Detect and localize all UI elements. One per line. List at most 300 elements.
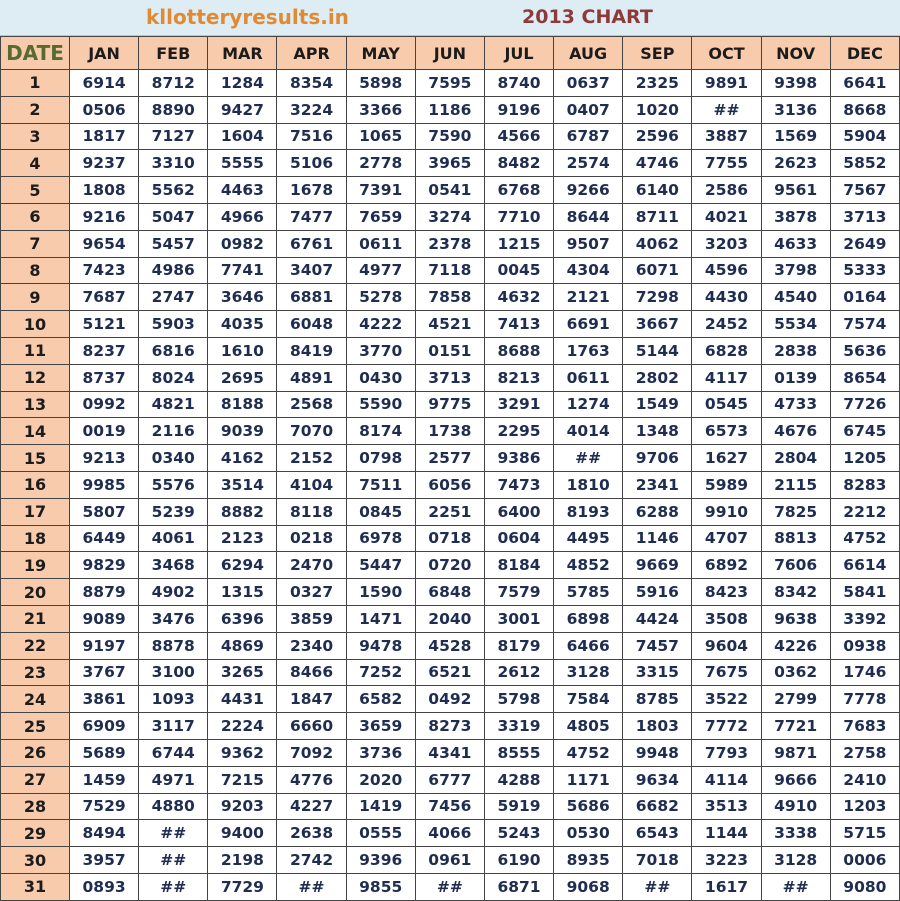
result-cell: 7477 [277, 203, 346, 230]
result-cell: 9089 [70, 605, 139, 632]
result-cell: 2123 [208, 525, 277, 552]
table-row [1, 498, 900, 525]
result-cell: 6048 [277, 311, 346, 338]
result-cell: 6816 [139, 337, 208, 364]
result-cell: 2804 [761, 445, 830, 472]
date-cell: 13 [1, 391, 70, 418]
result-cell: 8419 [277, 337, 346, 364]
result-cell: 1284 [208, 70, 277, 97]
result-cell: 5047 [139, 203, 208, 230]
result-cell: 3128 [554, 659, 623, 686]
chart-title: 2013 CHART [522, 6, 653, 28]
result-cell: 7675 [692, 659, 761, 686]
result-cell: 2747 [139, 284, 208, 311]
result-cell: 1215 [484, 230, 553, 257]
date-cell: 9 [1, 284, 70, 311]
result-cell: 2040 [415, 605, 484, 632]
result-cell: 8740 [484, 70, 553, 97]
result-cell: 5457 [139, 230, 208, 257]
result-cell: 0845 [346, 498, 415, 525]
result-cell: 8213 [484, 364, 553, 391]
result-cell: 6978 [346, 525, 415, 552]
result-cell: 5903 [139, 311, 208, 338]
date-cell: 20 [1, 579, 70, 606]
table-row [1, 96, 900, 123]
table-row [1, 873, 900, 900]
result-cell: 9237 [70, 150, 139, 177]
date-cell: 23 [1, 659, 70, 686]
result-cell: 4521 [415, 311, 484, 338]
result-cell: 0637 [554, 70, 623, 97]
result-cell: 2325 [623, 70, 692, 97]
result-cell: 9478 [346, 632, 415, 659]
result-cell: 4288 [484, 766, 553, 793]
result-cell: 5121 [70, 311, 139, 338]
result-cell: 9891 [692, 70, 761, 97]
result-cell: 3338 [761, 820, 830, 847]
result-cell: 2577 [415, 445, 484, 472]
result-cell: 4852 [554, 552, 623, 579]
date-cell: 25 [1, 713, 70, 740]
table-row [1, 284, 900, 311]
result-cell: 2116 [139, 418, 208, 445]
result-cell: 7741 [208, 257, 277, 284]
result-cell: 8935 [554, 847, 623, 874]
month-header-jan: JAN [70, 37, 139, 70]
result-cell: 4066 [415, 820, 484, 847]
result-cell: 3965 [415, 150, 484, 177]
result-cell: 3203 [692, 230, 761, 257]
result-cell: 1065 [346, 123, 415, 150]
result-cell: 6848 [415, 579, 484, 606]
table-row [1, 203, 900, 230]
result-cell: 6892 [692, 552, 761, 579]
result-cell: 8354 [277, 70, 346, 97]
result-cell: 2638 [277, 820, 346, 847]
result-cell: 0555 [346, 820, 415, 847]
result-cell: 6521 [415, 659, 484, 686]
date-cell: 30 [1, 847, 70, 874]
table-row [1, 445, 900, 472]
result-cell: 5798 [484, 686, 553, 713]
result-cell: 6396 [208, 605, 277, 632]
result-cell: 3223 [692, 847, 761, 874]
result-cell: 6543 [623, 820, 692, 847]
result-cell: 9396 [346, 847, 415, 874]
date-cell: 14 [1, 418, 70, 445]
result-cell: 4805 [554, 713, 623, 740]
result-cell: 8283 [830, 471, 899, 498]
result-cell: 1604 [208, 123, 277, 150]
result-cell: 9266 [554, 177, 623, 204]
result-cell: 9985 [70, 471, 139, 498]
result-cell: 5239 [139, 498, 208, 525]
result-cell: 9507 [554, 230, 623, 257]
result-cell: 0340 [139, 445, 208, 472]
result-cell: 7529 [70, 793, 139, 820]
result-cell: 3476 [139, 605, 208, 632]
result-cell: 9216 [70, 203, 139, 230]
date-cell: 7 [1, 230, 70, 257]
table-row [1, 686, 900, 713]
result-cell: 2152 [277, 445, 346, 472]
result-cell: 4880 [139, 793, 208, 820]
result-cell: 4114 [692, 766, 761, 793]
result-cell: 2695 [208, 364, 277, 391]
result-cell: 2612 [484, 659, 553, 686]
result-cell: 7127 [139, 123, 208, 150]
result-cell: 1627 [692, 445, 761, 472]
result-cell: 4528 [415, 632, 484, 659]
result-cell: 1020 [623, 96, 692, 123]
result-cell: 8737 [70, 364, 139, 391]
month-header-oct: OCT [692, 37, 761, 70]
result-cell: 8668 [830, 96, 899, 123]
table-row [1, 364, 900, 391]
result-cell: 8273 [415, 713, 484, 740]
result-cell: 1808 [70, 177, 139, 204]
result-cell: 4752 [830, 525, 899, 552]
result-cell: 7457 [623, 632, 692, 659]
table-row [1, 793, 900, 820]
table-row [1, 820, 900, 847]
result-cell: 3100 [139, 659, 208, 686]
result-cell: 1803 [623, 713, 692, 740]
result-cell: 0541 [415, 177, 484, 204]
result-cell: 2410 [830, 766, 899, 793]
result-cell: 4424 [623, 605, 692, 632]
result-cell: 5916 [623, 579, 692, 606]
result-cell: 2568 [277, 391, 346, 418]
date-cell: 8 [1, 257, 70, 284]
result-cell: 0164 [830, 284, 899, 311]
result-cell: 6691 [554, 311, 623, 338]
month-header-feb: FEB [139, 37, 208, 70]
result-cell: ## [623, 873, 692, 900]
month-header-jun: JUN [415, 37, 484, 70]
result-cell: 4222 [346, 311, 415, 338]
result-cell: 7070 [277, 418, 346, 445]
result-cell: 9398 [761, 70, 830, 97]
result-cell: 1471 [346, 605, 415, 632]
table-body [1, 70, 900, 901]
result-cell: ## [277, 873, 346, 900]
result-cell: 8179 [484, 632, 553, 659]
result-cell: 3514 [208, 471, 277, 498]
result-cell: 6744 [139, 739, 208, 766]
date-cell: 2 [1, 96, 70, 123]
result-cell: 6071 [623, 257, 692, 284]
result-cell: 0407 [554, 96, 623, 123]
result-cell: 8882 [208, 498, 277, 525]
result-cell: 9080 [830, 873, 899, 900]
result-cell: 4971 [139, 766, 208, 793]
result-cell: 9386 [484, 445, 553, 472]
result-cell: 9197 [70, 632, 139, 659]
table-row [1, 418, 900, 445]
result-cell: 6828 [692, 337, 761, 364]
date-cell: 29 [1, 820, 70, 847]
result-cell: 2742 [277, 847, 346, 874]
result-cell: 7511 [346, 471, 415, 498]
result-cell: 3861 [70, 686, 139, 713]
result-cell: 1348 [623, 418, 692, 445]
result-cell: 9634 [623, 766, 692, 793]
result-cell: 5898 [346, 70, 415, 97]
result-cell: 5590 [346, 391, 415, 418]
result-cell: 9706 [623, 445, 692, 472]
date-cell: 16 [1, 471, 70, 498]
table-row [1, 257, 900, 284]
result-cell: 8555 [484, 739, 553, 766]
result-cell: 6914 [70, 70, 139, 97]
result-cell: 4062 [623, 230, 692, 257]
result-cell: 6909 [70, 713, 139, 740]
result-cell: 3310 [139, 150, 208, 177]
table-row [1, 123, 900, 150]
result-cell: 6573 [692, 418, 761, 445]
result-cell: 1746 [830, 659, 899, 686]
date-cell: 11 [1, 337, 70, 364]
result-cell: 3859 [277, 605, 346, 632]
result-cell: 0139 [761, 364, 830, 391]
result-cell: 3291 [484, 391, 553, 418]
date-cell: 17 [1, 498, 70, 525]
result-cell: 0045 [484, 257, 553, 284]
result-cell: 9213 [70, 445, 139, 472]
result-cell: 2470 [277, 552, 346, 579]
result-cell: 0893 [70, 873, 139, 900]
result-cell: 2623 [761, 150, 830, 177]
result-cell: 2224 [208, 713, 277, 740]
table-row [1, 659, 900, 686]
result-cell: 9039 [208, 418, 277, 445]
result-cell: 7215 [208, 766, 277, 793]
result-cell: 2212 [830, 498, 899, 525]
result-cell: 7018 [623, 847, 692, 874]
result-cell: 8688 [484, 337, 553, 364]
result-cell: 3274 [415, 203, 484, 230]
result-cell: 9604 [692, 632, 761, 659]
table-row [1, 70, 900, 97]
result-cell: 4966 [208, 203, 277, 230]
table-row [1, 605, 900, 632]
result-cell: 3117 [139, 713, 208, 740]
result-cell: 0019 [70, 418, 139, 445]
result-cell: 7423 [70, 257, 139, 284]
result-cell: 8644 [554, 203, 623, 230]
result-cell: 7456 [415, 793, 484, 820]
result-cell: 4540 [761, 284, 830, 311]
result-cell: 4986 [139, 257, 208, 284]
result-cell: 6745 [830, 418, 899, 445]
result-cell: 3770 [346, 337, 415, 364]
result-cell: 4632 [484, 284, 553, 311]
result-cell: 7298 [623, 284, 692, 311]
result-cell: 4463 [208, 177, 277, 204]
result-cell: 0327 [277, 579, 346, 606]
result-cell: 7590 [415, 123, 484, 150]
result-cell: 5785 [554, 579, 623, 606]
date-cell: 18 [1, 525, 70, 552]
result-cell: 4910 [761, 793, 830, 820]
result-cell: 1678 [277, 177, 346, 204]
result-cell: 1186 [415, 96, 484, 123]
result-cell: 5852 [830, 150, 899, 177]
result-cell: 1459 [70, 766, 139, 793]
result-cell: 2649 [830, 230, 899, 257]
table-row [1, 632, 900, 659]
result-cell: 5562 [139, 177, 208, 204]
result-cell: 8423 [692, 579, 761, 606]
result-cell: 1146 [623, 525, 692, 552]
date-cell: 22 [1, 632, 70, 659]
result-cell: 4430 [692, 284, 761, 311]
result-cell: 0006 [830, 847, 899, 874]
result-cell: 3265 [208, 659, 277, 686]
result-cell: 1203 [830, 793, 899, 820]
result-cell: ## [139, 873, 208, 900]
result-cell: 3315 [623, 659, 692, 686]
result-cell: 0611 [346, 230, 415, 257]
result-cell: 2838 [761, 337, 830, 364]
result-cell: 9561 [761, 177, 830, 204]
result-cell: 7584 [554, 686, 623, 713]
table-row [1, 739, 900, 766]
result-cell: 9775 [415, 391, 484, 418]
title-bar [0, 0, 900, 36]
result-cell: 0545 [692, 391, 761, 418]
result-cell: 8193 [554, 498, 623, 525]
date-cell: 31 [1, 873, 70, 900]
result-cell: 3713 [415, 364, 484, 391]
result-cell: 4014 [554, 418, 623, 445]
date-cell: 1 [1, 70, 70, 97]
result-cell: 5106 [277, 150, 346, 177]
result-cell: 9068 [554, 873, 623, 900]
result-cell: 8890 [139, 96, 208, 123]
result-cell: 7473 [484, 471, 553, 498]
result-cell: 3128 [761, 847, 830, 874]
result-cell: 8712 [139, 70, 208, 97]
result-cell: 8174 [346, 418, 415, 445]
result-cell: 7606 [761, 552, 830, 579]
result-cell: 6761 [277, 230, 346, 257]
result-cell: 3713 [830, 203, 899, 230]
result-cell: 1569 [761, 123, 830, 150]
result-cell: 9855 [346, 873, 415, 900]
month-header-apr: APR [277, 37, 346, 70]
result-cell: 0218 [277, 525, 346, 552]
result-cell: 7729 [208, 873, 277, 900]
result-cell: 4902 [139, 579, 208, 606]
result-cell: 4035 [208, 311, 277, 338]
date-cell: 3 [1, 123, 70, 150]
result-cell: 2341 [623, 471, 692, 498]
result-cell: 7778 [830, 686, 899, 713]
result-cell: 3736 [346, 739, 415, 766]
result-cell: 9203 [208, 793, 277, 820]
date-cell: 21 [1, 605, 70, 632]
result-cell: 7516 [277, 123, 346, 150]
date-cell: 15 [1, 445, 70, 472]
result-cell: 9871 [761, 739, 830, 766]
month-header-nov: NOV [761, 37, 830, 70]
result-cell: 0720 [415, 552, 484, 579]
result-cell: 8188 [208, 391, 277, 418]
date-cell: 6 [1, 203, 70, 230]
result-cell: 0611 [554, 364, 623, 391]
date-cell: 19 [1, 552, 70, 579]
result-cell: ## [139, 820, 208, 847]
table-row [1, 579, 900, 606]
date-cell: 4 [1, 150, 70, 177]
result-cell: 8118 [277, 498, 346, 525]
result-cell: 9638 [761, 605, 830, 632]
table-row [1, 150, 900, 177]
result-cell: 7574 [830, 311, 899, 338]
result-cell: ## [761, 873, 830, 900]
result-cell: 2378 [415, 230, 484, 257]
result-cell: 5447 [346, 552, 415, 579]
result-cell: 6641 [830, 70, 899, 97]
result-cell: 7092 [277, 739, 346, 766]
result-cell: 4676 [761, 418, 830, 445]
result-cell: 0938 [830, 632, 899, 659]
table-row [1, 337, 900, 364]
result-cell: 9427 [208, 96, 277, 123]
result-cell: 9910 [692, 498, 761, 525]
result-cell: 4566 [484, 123, 553, 150]
month-header-sep: SEP [623, 37, 692, 70]
result-cell: 6449 [70, 525, 139, 552]
result-cell: 7567 [830, 177, 899, 204]
header-row [1, 37, 900, 70]
table-row [1, 713, 900, 740]
result-cell: 5555 [208, 150, 277, 177]
result-cell: 1610 [208, 337, 277, 364]
date-header: DATE [1, 37, 70, 70]
result-cell: 4821 [139, 391, 208, 418]
table-row [1, 230, 900, 257]
result-cell: 1419 [346, 793, 415, 820]
result-cell: 2802 [623, 364, 692, 391]
result-cell: 8879 [70, 579, 139, 606]
result-cell: 5989 [692, 471, 761, 498]
result-cell: 7825 [761, 498, 830, 525]
result-cell: 1617 [692, 873, 761, 900]
results-table [0, 36, 900, 901]
result-cell: 3878 [761, 203, 830, 230]
result-cell: 2758 [830, 739, 899, 766]
result-cell: 1810 [554, 471, 623, 498]
result-cell: 2020 [346, 766, 415, 793]
result-cell: 4891 [277, 364, 346, 391]
result-cell: 3319 [484, 713, 553, 740]
result-cell: 7391 [346, 177, 415, 204]
result-cell: 2340 [277, 632, 346, 659]
site-name: kllotteryresults.in [146, 5, 349, 29]
date-cell: 12 [1, 364, 70, 391]
result-cell: ## [554, 445, 623, 472]
result-cell: 4061 [139, 525, 208, 552]
result-cell: ## [415, 873, 484, 900]
result-cell: 2121 [554, 284, 623, 311]
result-cell: 9948 [623, 739, 692, 766]
result-cell: 6582 [346, 686, 415, 713]
result-cell: 5576 [139, 471, 208, 498]
result-cell: 4733 [761, 391, 830, 418]
